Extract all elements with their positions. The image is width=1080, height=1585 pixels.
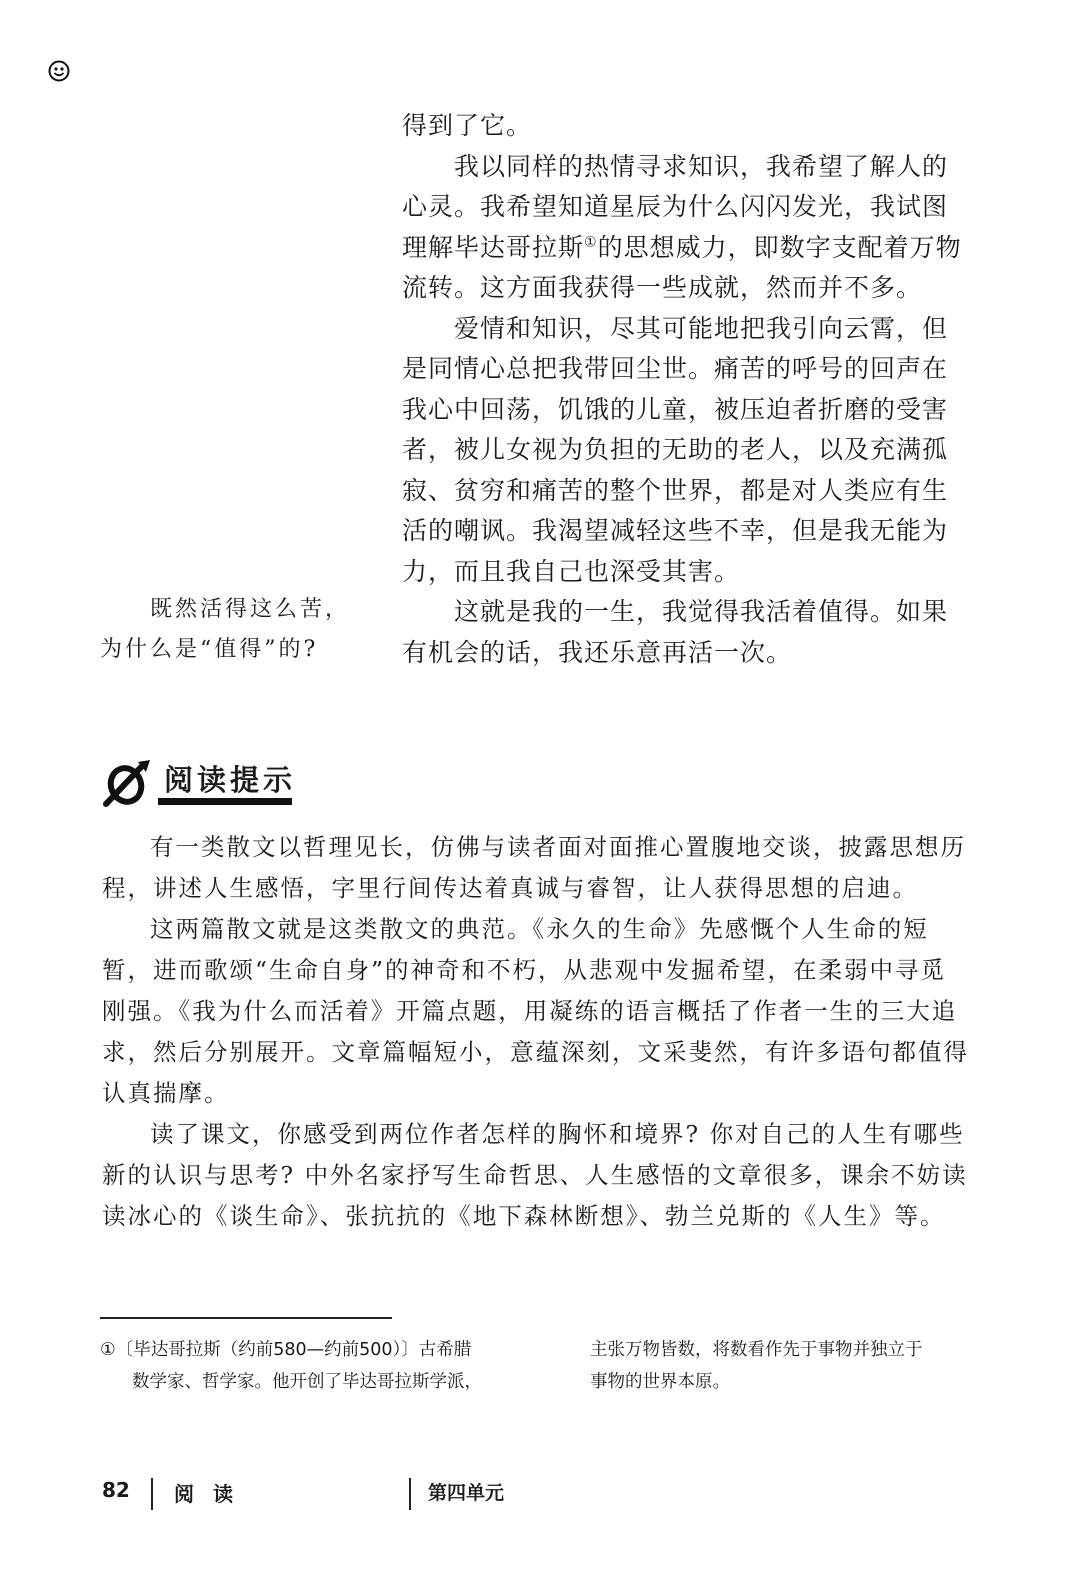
footer-section-label: 阅 读 bbox=[174, 1482, 239, 1506]
margin-note-line-1: 既然活得这么苦， bbox=[150, 597, 351, 622]
reading-tips-body bbox=[102, 827, 970, 1237]
margin-note-line-2: 为什么是“值得”的? bbox=[100, 637, 319, 662]
margin-note bbox=[100, 590, 370, 670]
page-number: 82 bbox=[102, 1478, 130, 1502]
reading-tips-title: 阅读提示 bbox=[164, 763, 297, 797]
footnote-left-column bbox=[100, 1334, 540, 1398]
smiley-face-icon bbox=[48, 60, 70, 82]
tips-paragraph-3: 读了课文，你感受到两位作者怎样的胸怀和境界? 你对自己的人生有哪些新的认识与思考? 中外名家抒写生命哲思、人生感悟的文章很多，课余不妨读读冰心的《谈生命》、张抗抗的《地下森林断想》、勃兰兑斯的《人生》等。 bbox=[102, 1120, 968, 1230]
footnote-line-4: 事物的世界本原。 bbox=[590, 1372, 730, 1392]
main-paragraph-4: 这就是我的一生，我觉得我活着值得。如果有机会的话，我还乐意再活一次。 bbox=[402, 597, 949, 667]
footnote-right-column bbox=[590, 1334, 980, 1398]
tips-paragraph-1: 有一类散文以哲理见长，仿佛与读者面对面推心置腹地交谈，披露思想历程，讲述人生感悟，字里行间传达着真诚与睿智，让人获得思想的启迪。 bbox=[102, 833, 966, 902]
tips-paragraph-2: 这两篇散文就是这类散文的典范。《永久的生命》先感慨个人生命的短暂，进而歌颂“生命自身”的神奇和不朽，从悲观中发掘希望，在柔弱中寻觅刚强。《我为什么而活着》开篇点题，用凝练的语言概括了作者一生的三大追求，然后分别展开。文章篇幅短小，意蕴深刻，文采斐然，有许多语句都值得认真揣摩。 bbox=[102, 915, 969, 1107]
footer-unit-label: 第四单元 bbox=[428, 1482, 505, 1504]
reading-tips-logo-icon bbox=[100, 758, 156, 808]
main-paragraph-2: 我以同样的热情寻求知识，我希望了解人的心灵。我希望知道星辰为什么闪闪发光，我试图理解毕达哥拉斯①的思想威力，即数字支配着万物流转。这方面我获得一些成就，然而并不多。 bbox=[402, 151, 962, 302]
main-text-column bbox=[402, 106, 970, 673]
footnote-line-3: 主张万物皆数，将数看作先于事物并独立于 bbox=[590, 1340, 923, 1360]
main-paragraph-1: 得到了它。 bbox=[402, 111, 533, 140]
footer-divider bbox=[151, 1478, 153, 1510]
footnote-divider bbox=[100, 1317, 392, 1319]
footnote-mark[interactable]: ① bbox=[584, 234, 598, 251]
footnote-line-1: ①〔毕达哥拉斯（约前580—约前500）〕古希腊 bbox=[100, 1340, 472, 1360]
footnote-line-2: 数学家、哲学家。他开创了毕达哥拉斯学派， bbox=[132, 1372, 482, 1392]
main-paragraph-3: 爱情和知识，尽其可能地把我引向云霄，但是同情心总把我带回尘世。痛苦的呼号的回声在我心中回荡，饥饿的儿童，被压迫者折磨的受害者，被儿女视为负担的无助的老人，以及充满孤寂、贫穷和痛苦的整个世界，都是对人类应有生活的嘲讽。我渴望减轻这些不幸，但是我无能为力，而且我自己也深受其害。 bbox=[402, 313, 949, 586]
reading-tips-underline bbox=[158, 798, 292, 805]
footer-divider bbox=[409, 1478, 411, 1510]
